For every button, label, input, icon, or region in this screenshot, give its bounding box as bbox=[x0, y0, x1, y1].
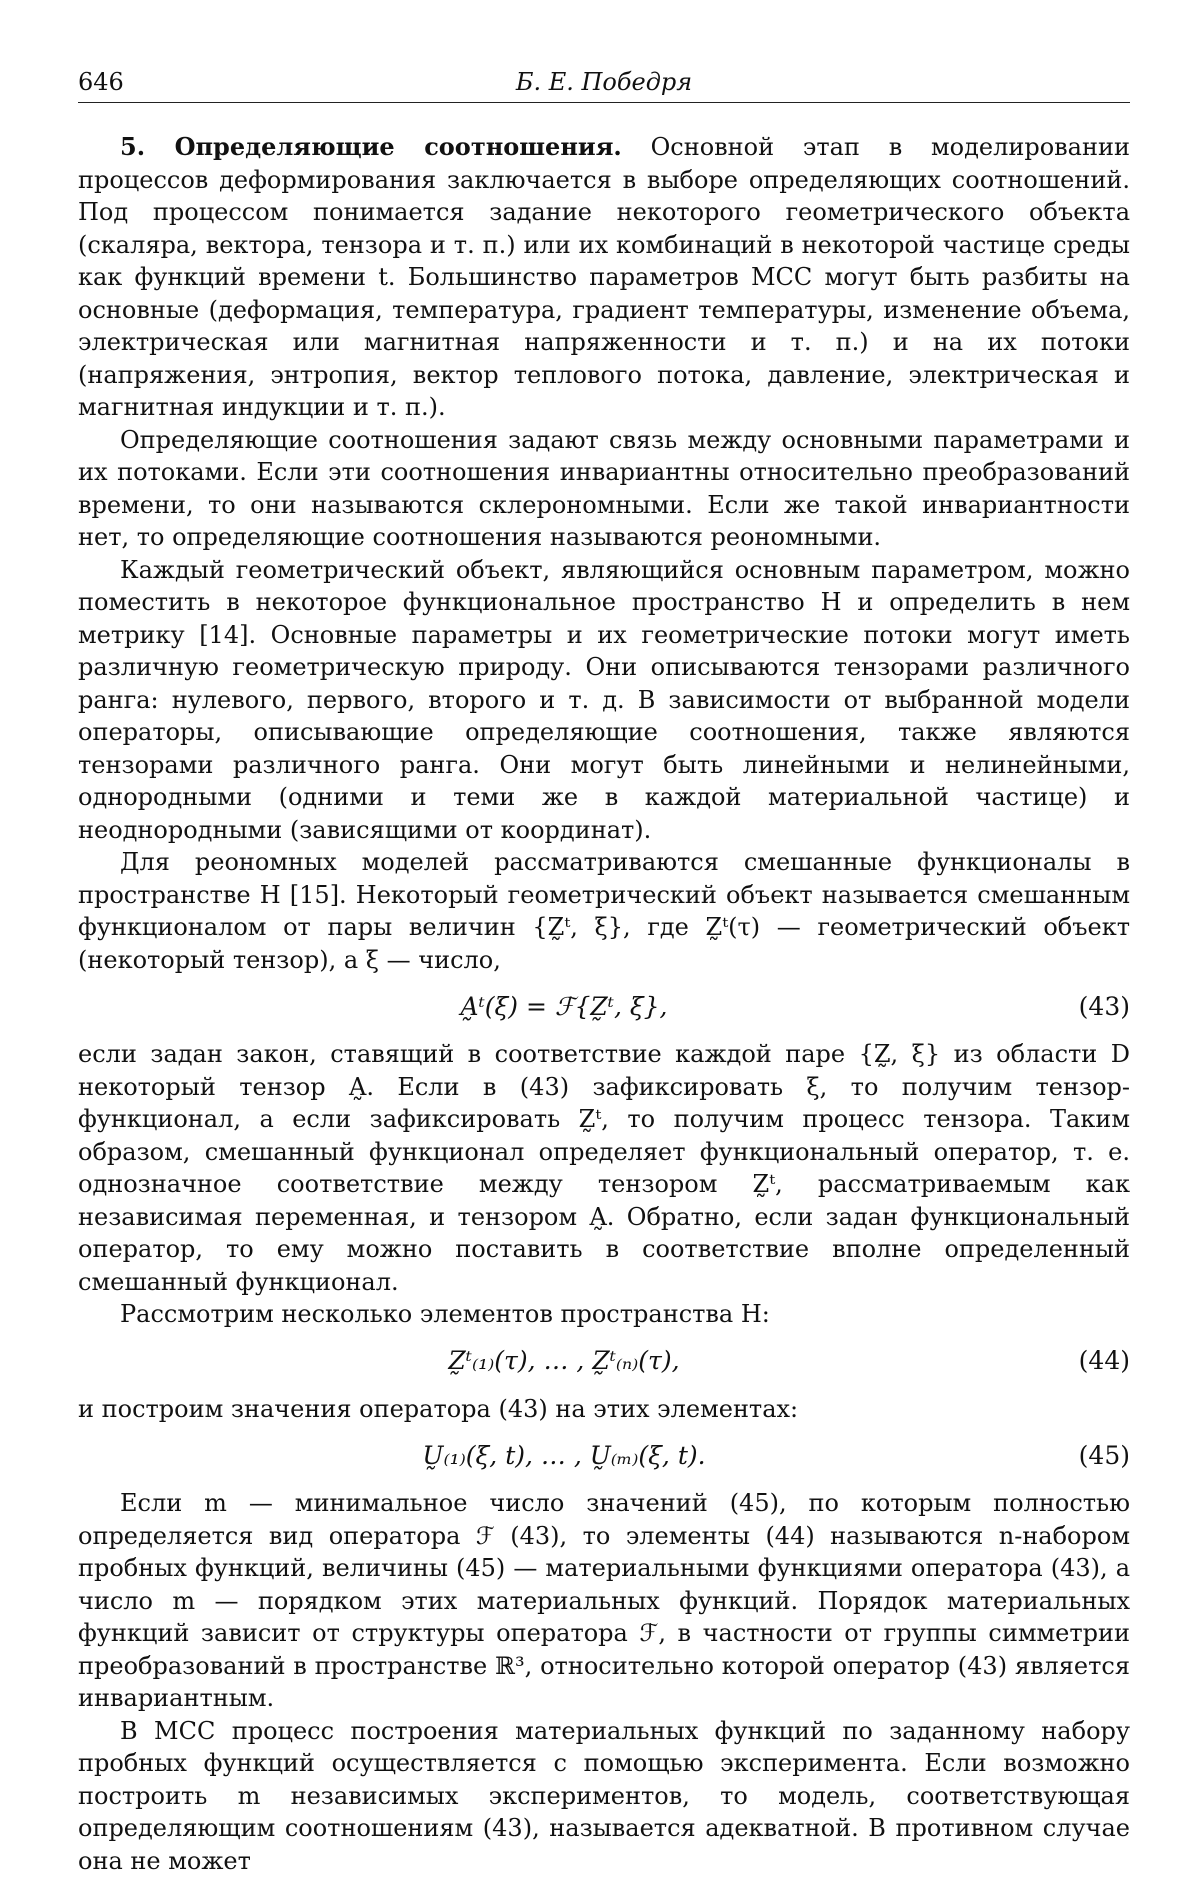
paragraph-9: В МСС процесс построения материальных функций по заданному набору пробных функций осуществляется с помощью эксперимента. Если возможно построить m независимых экспериментов, то модель, соответствующая определяющим соотношениям (43), называется адекватной. В противном случае она не может bbox=[78, 1715, 1130, 1877]
equation-44 bbox=[78, 1343, 1130, 1381]
equation-44-number: (44) bbox=[1050, 1345, 1130, 1378]
article-body bbox=[78, 131, 1130, 1877]
paragraph-5: если задан закон, ставящий в соответствие каждой паре {Z̰, ξ} из области D некоторый тензор A̰. Если в (43) зафиксировать ξ, то получим тензор-функционал, а если зафиксировать Z̰ᵗ, то получим процесс тензора. Таким образом, смешанный функционал определяет функциональный оператор, т. е. однозначное соответствие между тензором Z̰ᵗ, рассматриваемым как независимая переменная, и тензором A̰. Обратно, если задан функциональный оператор, то ему можно поставить в соответствие вполне определенный смешанный функционал. bbox=[78, 1038, 1130, 1298]
equation-45-number: (45) bbox=[1050, 1440, 1130, 1473]
paragraph-4: Для реономных моделей рассматриваются смешанные функционалы в пространстве H [15]. Некоторый геометрический объект называется смешанным функционалом от пары величин {Z̰ᵗ, ξ}, где Z̰ᵗ(τ) — геометрический объект (некоторый тензор), а ξ — число, bbox=[78, 846, 1130, 976]
paragraph-7: и построим значения оператора (43) на этих элементах: bbox=[78, 1393, 1130, 1426]
page bbox=[78, 68, 1130, 1877]
paragraph-1 bbox=[78, 131, 1130, 424]
running-header bbox=[78, 68, 1130, 103]
section-heading: 5. Определяющие соотношения. bbox=[120, 132, 622, 161]
paragraph-1-text: Основной этап в моделировании процессов деформирования заключается в выборе определяющих соотношений. Под процессом понимается задание некоторого геометрического объекта (скаляра, вектора, тензора и т. п.) или их комбинаций в некоторой частице среды как функций времени t. Большинство параметров МСС могут быть разбиты на основные (деформация, температура, градиент температуры, изменение объема, электрическая или магнитная напряженности и т. п.) и на их потоки (напряжения, энтропия, вектор теплового потока, давление, электрическая и магнитная индукции и т. п.). bbox=[78, 133, 1130, 421]
equation-45 bbox=[78, 1437, 1130, 1475]
paragraph-8: Если m — минимальное число значений (45), по которым полностью определяется вид оператора ℱ (43), то элементы (44) называются n-набором пробных функций, величины (45) — материальными функциями оператора (43), а число m — порядком этих материальных функций. Порядок материальных функций зависит от структуры оператора ℱ, в частности от группы симметрии преобразований в пространстве ℝ³, относительно которой оператор (43) является инвариантным. bbox=[78, 1487, 1130, 1715]
running-author: Б. Е. Победря bbox=[158, 68, 1130, 96]
page-number: 646 bbox=[78, 68, 158, 96]
equation-44-formula: Z̰ᵗ₍₁₎(τ), … , Z̰ᵗ₍ₙ₎(τ), bbox=[78, 1345, 1050, 1378]
paragraph-6: Рассмотрим несколько элементов пространства H: bbox=[78, 1298, 1130, 1331]
equation-43-number: (43) bbox=[1050, 991, 1130, 1024]
equation-45-formula: Ṵ₍₁₎(ξ, t), … , Ṵ₍ₘ₎(ξ, t). bbox=[78, 1440, 1050, 1473]
equation-43 bbox=[78, 988, 1130, 1026]
paragraph-3: Каждый геометрический объект, являющийся основным параметром, можно поместить в некоторое функциональное пространство H и определить в нем метрику [14]. Основные параметры и их геометрические потоки могут иметь различную геометрическую природу. Они описываются тензорами различного ранга: нулевого, первого, второго и т. д. В зависимости от выбранной модели операторы, описывающие определяющие соотношения, также являются тензорами различного ранга. Они могут быть линейными и нелинейными, однородными (одними и теми же в каждой материальной частице) и неоднородными (зависящими от координат). bbox=[78, 554, 1130, 847]
equation-43-formula: A̰ᵗ(ξ) = ℱ{Z̰ᵗ, ξ}, bbox=[78, 991, 1050, 1024]
paragraph-2: Определяющие соотношения задают связь между основными параметрами и их потоками. Если эти соотношения инвариантны относительно преобразований времени, то они называются склерономными. Если же такой инвариантности нет, то определяющие соотношения называются реономными. bbox=[78, 424, 1130, 554]
